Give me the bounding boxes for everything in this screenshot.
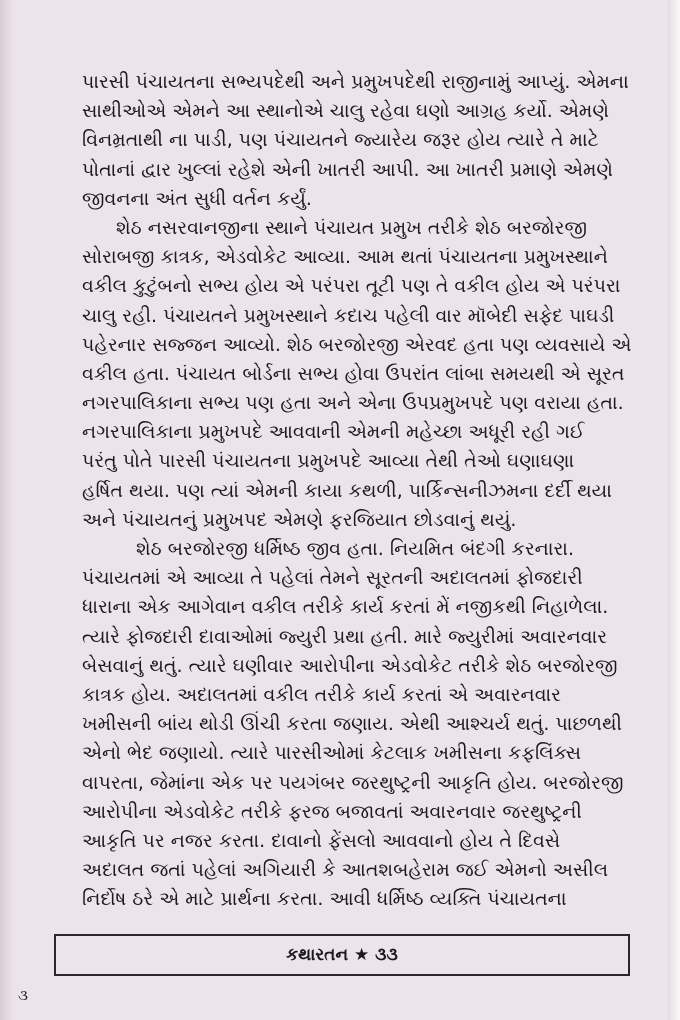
text-line: નિર્દોષ ઠરે એ માટે પ્રાર્થના કરતા. આવી ધર્મિષ્ઠ વ્યક્તિ પંચાયતના bbox=[82, 888, 567, 911]
text-line: પોતાનાં દ્વાર ખુલ્લાં રહેશે એની ખાતરી આપી. આ ખાતરી પ્રમાણે એમણે bbox=[82, 158, 613, 181]
text-line: ધારાના એક આગેવાન વકીલ તરીકે કાર્ય કરતાં મેં નજીકથી નિહાળેલા. bbox=[82, 596, 609, 619]
text-line: બેસવાનું થતું. ત્યારે ઘણીવાર આરોપીના એડવોકેટ તરીકે શેઠ બરજોરજી bbox=[82, 654, 618, 677]
text-line: ખમીસની બાંય થોડી ઊંચી કરતા જણાય. એથી આશ્ચર્ય થતું. પાછળથી bbox=[82, 713, 622, 736]
text-line: નગરપાલિકાના પ્રમુખપદે આવવાની એમની મહેચ્છા અધૂરી રહી ગઈ bbox=[82, 421, 585, 444]
binding-shadow bbox=[0, 0, 14, 1020]
text-line: જીવનના અંત સુધી વર્તન કર્યું. bbox=[82, 187, 312, 210]
paragraph-start-line: શેઠ બરજોરજી ધર્મિષ્ઠ જીવ હતા. નિયમિત બંદગી કરનારા. bbox=[136, 538, 575, 560]
text-line: ત્યારે ફોજદારી દાવાઓમાં જ્યુરી પ્રથા હતી. મારે જ્યુરીમાં અવારનવાર bbox=[82, 625, 608, 648]
text-line: વિનમ્રતાથી ના પાડી, પણ પંચાયતને જ્યારેય જરૂર હોય ત્યારે તે માટે bbox=[82, 129, 599, 152]
running-footer bbox=[54, 934, 630, 976]
text-line: નગરપાલિકાના સભ્ય પણ હતા અને એના ઉપપ્રમુખપદે પણ વરાયા હતા. bbox=[82, 392, 624, 415]
text-line: એનો ભેદ જણાયો. ત્યારે પારસીઓમાં કેટલાક ખમીસના કફલિંક્સ bbox=[82, 742, 582, 765]
text-line: પરંતુ પોતે પારસી પંચાયતના પ્રમુખપદે આવ્યા તેથી તેઓ ઘણાઘણા bbox=[82, 450, 575, 473]
paragraph-start-line: શેઠ નસરવાનજીના સ્થાને પંચાયત પ્રમુખ તરીકે શેઠ બરજોરજી bbox=[116, 216, 587, 239]
text-line: આકૃતિ પર નજર કરતા. દાવાનો ફેંસલો આવવાનો હોય તે દિવસે bbox=[82, 829, 561, 852]
text-line: હર્ષિત થયા. પણ ત્યાં એમની કાયા કથળી, પાર્કિન્સનીઝમના દર્દી થયા bbox=[82, 479, 612, 502]
page-edge bbox=[668, 0, 680, 1020]
text-line: અને પંચાયતનું પ્રમુખપદ એમણે ફરજિયાત છોડવાનું થયું. bbox=[82, 508, 517, 531]
text-line: વકીલ હતા. પંચાયત બોર્ડના સભ્ય હોવા ઉપરાંત લાંબા સમયથી એ સૂરત bbox=[82, 362, 625, 385]
footer-title: કથારતન ★ ૩૩ bbox=[286, 945, 398, 965]
text-line: પારસી પંચાયતના સભ્યપદેથી અને પ્રમુખપદેથી રાજીનામું આપ્યું. એમના bbox=[82, 71, 629, 93]
text-line: કાત્રક હોય. અદાલતમાં વકીલ તરીકે કાર્ય કરતાં એ અવારનવાર bbox=[82, 683, 562, 706]
text-line: સાથીઓએ એમને આ સ્થાનોએ ચાલુ રહેવા ઘણો આગ્રહ કર્યો. એમણે bbox=[82, 100, 609, 123]
text-line: વાપરતા, જેમાંના એક પર પયગંબર જરથુષ્ટ્રની આકૃતિ હોય. બરજોરજી bbox=[82, 771, 624, 794]
text-line: સોરાબજી કાત્રક, એડવોકેટ આવ્યા. આમ થતાં પંચાયતના પ્રમુખસ્થાને bbox=[82, 246, 608, 269]
text-line: ચાલુ રહી. પંચાયતને પ્રમુખસ્થાને કદાચ પહેલી વાર મૉબેદી સફેદ પાઘડી bbox=[82, 304, 615, 327]
body-text bbox=[82, 68, 657, 914]
page-number: ૩ bbox=[18, 986, 28, 1004]
text-line: આરોપીના એડવોકેટ તરીકે ફરજ બજાવતાં અવારનવાર જરથુષ્ટ્રની bbox=[82, 800, 582, 823]
text-line: વકીલ કુટુંબનો સભ્ય હોય એ પરંપરા તૂટી પણ તે વકીલ હોય એ પરંપરા bbox=[82, 275, 621, 298]
text-line: અદાલત જતાં પહેલાં અગિયારી કે આતશબહેરામ જઈ એમનો અસીલ bbox=[82, 859, 609, 882]
text-line: પહેરનાર સજ્જન આવ્યો. શેઠ બરજોરજી એરવદ હતા પણ વ્યવસાયે એ bbox=[82, 333, 632, 356]
text-line: પંચાયતમાં એ આવ્યા તે પહેલાં તેમને સૂરતની અદાલતમાં ફોજદારી bbox=[82, 567, 583, 590]
